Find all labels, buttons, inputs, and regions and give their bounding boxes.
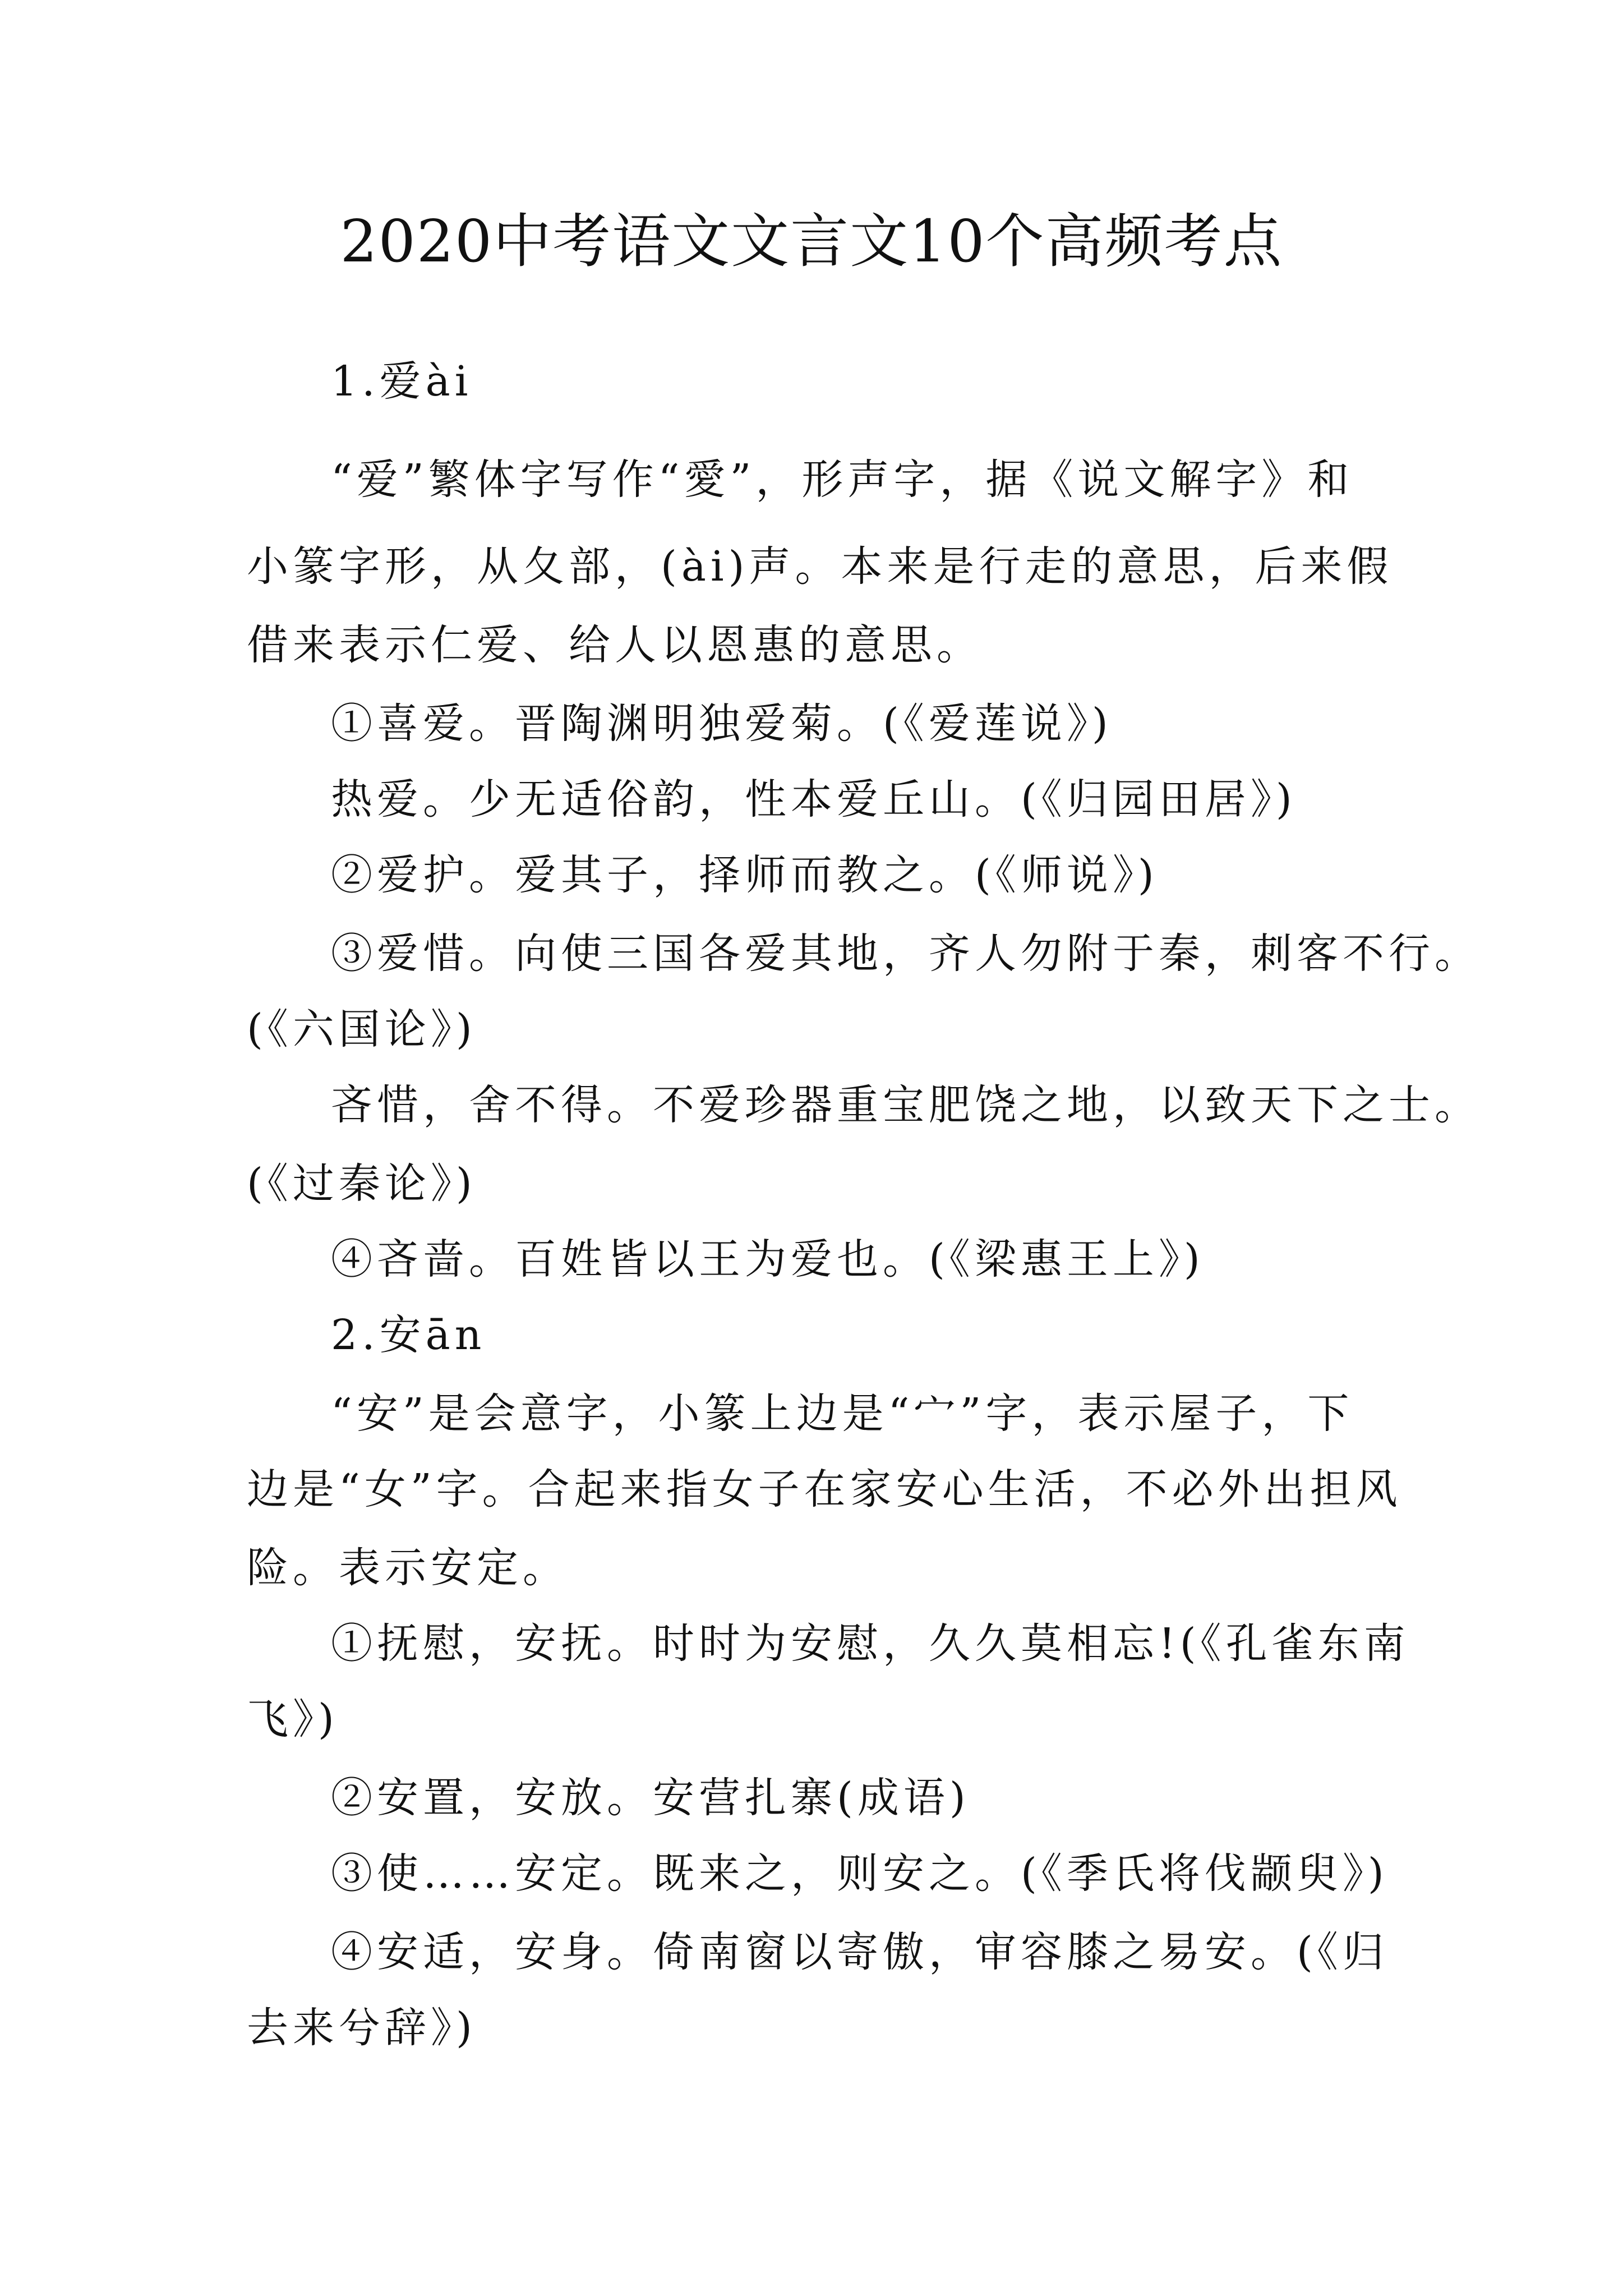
paragraph-line: “安”是会意字，小篆上边是“宀”字，表示屋子，下 — [331, 1389, 1354, 1438]
paragraph-line: (《过秦论》) — [247, 1159, 477, 1208]
paragraph-line: ④安适，安身。倚南窗以寄傲，审容膝之易安。(《归 — [331, 1928, 1389, 1976]
paragraph-line: ④吝啬。百姓皆以王为爱也。(《梁惠王上》) — [331, 1235, 1205, 1283]
document-title: 2020中考语文文言文10个高频考点 — [340, 207, 1283, 275]
paragraph-line: 边是“女”字。合起来指女子在家安心生活，不必外出担风 — [247, 1465, 1402, 1513]
heading-line-1: 1.爱ài — [331, 357, 473, 406]
paragraph-line: ②爱护。爱其子，择师而教之。(《师说》) — [331, 851, 1159, 899]
paragraph-line: “爱”繁体字写作“愛”，形声字，据《说文解字》和 — [331, 455, 1354, 504]
paragraph-line: ①抚慰，安抚。时时为安慰，久久莫相忘!(《孔雀东南 — [331, 1619, 1410, 1668]
paragraph-line: 小篆字形，从夂部，(ài)声。本来是行走的意思，后来假 — [247, 542, 1393, 591]
paragraph-line: ③爱惜。向使三国各爱其地，齐人勿附于秦，刺客不行。 — [331, 930, 1481, 978]
paragraph-line: 去来兮辞》) — [247, 2004, 477, 2052]
paragraph-line: ②安置，安放。安营扎寨(成语) — [331, 1774, 970, 1822]
paragraph-line: 险。表示安定。 — [247, 1544, 569, 1592]
paragraph-line: ①喜爱。晋陶渊明独爱菊。(《爱莲说》) — [331, 700, 1113, 748]
heading-line-2: 2.安ān — [331, 1311, 486, 1359]
paragraph-line: 借来表示仁爱、给人以恩惠的意思。 — [247, 621, 983, 669]
paragraph-line: 吝惜，舍不得。不爱珍器重宝肥饶之地，以致天下之士。 — [331, 1081, 1481, 1129]
paragraph-line: ③使……安定。既来之，则安之。(《季氏将伐颛臾》) — [331, 1849, 1389, 1898]
paragraph-line: (《六国论》) — [247, 1005, 477, 1053]
paragraph-line: 热爱。少无适俗韵，性本爱丘山。(《归园田居》) — [331, 775, 1297, 823]
paragraph-line: 飞》) — [247, 1695, 339, 1743]
